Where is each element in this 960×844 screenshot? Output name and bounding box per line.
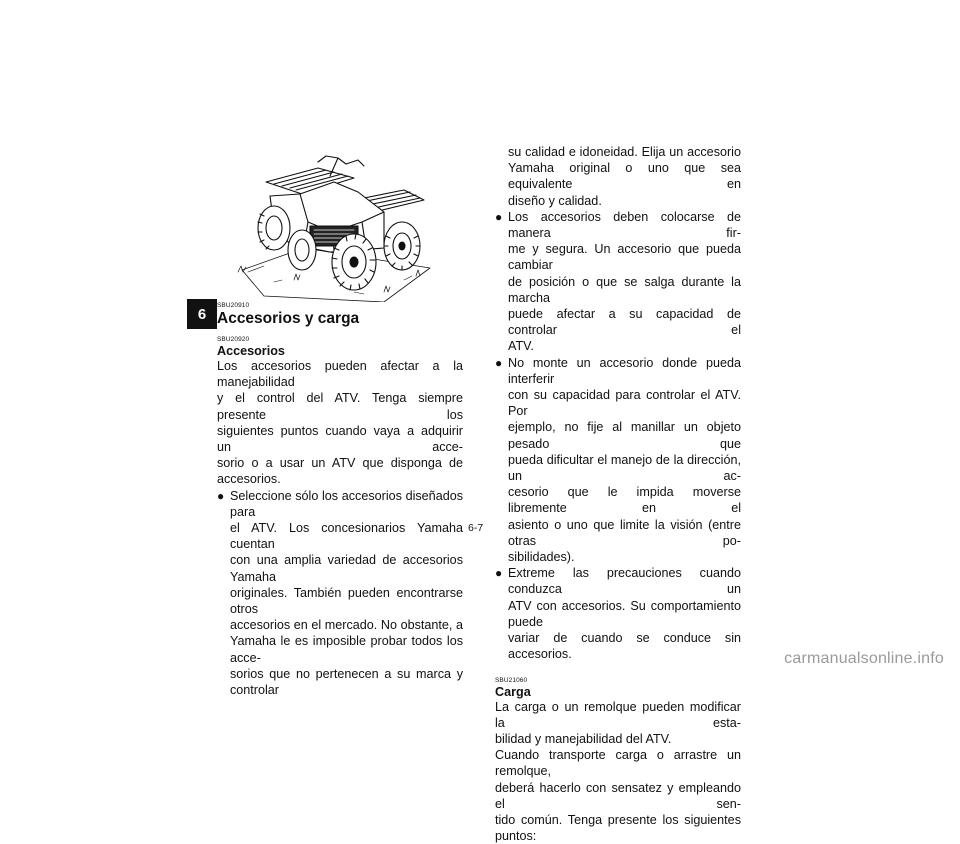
subsection-code: SBU21060 — [495, 677, 741, 685]
section-code: SBU20910 — [217, 302, 463, 310]
watermark: carmanualsonline.info — [784, 650, 944, 668]
list-item: ● Extreme las precauciones cuando conduzca un ATV con accesorios. Su comportamiento puede variar de cuando se conduce sin accesorios. — [495, 565, 741, 662]
subsection-heading: Accesorios — [217, 344, 463, 358]
intro-paragraph: Los accesorios pueden afectar a la manejabilidad y el control del ATV. Tenga siempre presente los siguientes puntos cuando vaya a adquirir un acce- sorio o a usar un ATV que disponga de accesorios. — [217, 358, 463, 488]
chapter-tab: 6 — [187, 299, 217, 329]
bullet-icon: ● — [217, 488, 224, 504]
atv-loaded-illustration — [234, 152, 434, 302]
carga-paragraph: La carga o un remolque pueden modificar la esta- bilidad y manejabilidad del ATV. Cuando transporte carga o arrastre un remolque, deberá hacerlo con sensatez y empleando el sen- tido común. Tenga presente los siguientes puntos: — [495, 699, 741, 844]
list-item-continued: su calidad e idoneidad. Elija un accesorio Yamaha original o uno que sea equivalente en diseño y calidad. — [495, 144, 741, 209]
subsection-heading: Carga — [495, 685, 741, 699]
list-item: ● No monte un accesorio donde pueda interferir con su capacidad para controlar el ATV. Por ejemplo, no fije al manillar un objeto pesado que pueda dificultar el manejo de la dirección, un ac- cesorio que le impida moverse libremente en el asiento o uno que limite la visión (entre otras po- sibilidades). — [495, 355, 741, 566]
subsection-code: SBU20920 — [217, 336, 463, 344]
list-item: ● Seleccione sólo los accesorios diseñados para el ATV. Los concesionarios Yamaha cuentan con una amplia variedad de accesorios Yamaha originales. También pueden encontrarse otros accesorios en el mercado. No obstante, a Yamaha le es imposible probar todos los acce- sorios que no pertenecen a su marca y controlar — [217, 488, 463, 699]
bullet-icon: ● — [495, 355, 502, 371]
section-title: Accesorios y carga — [217, 310, 463, 328]
bullet-icon: ● — [495, 565, 502, 581]
list-item: ● Los accesorios deben colocarse de manera fir- me y segura. Un accesorio que pueda cambiar de posición o que se salga durante la marcha puede afectar a su capacidad de controlar el ATV. — [495, 209, 741, 355]
bullet-icon: ● — [495, 209, 502, 225]
page-number: 6-7 — [468, 522, 483, 534]
